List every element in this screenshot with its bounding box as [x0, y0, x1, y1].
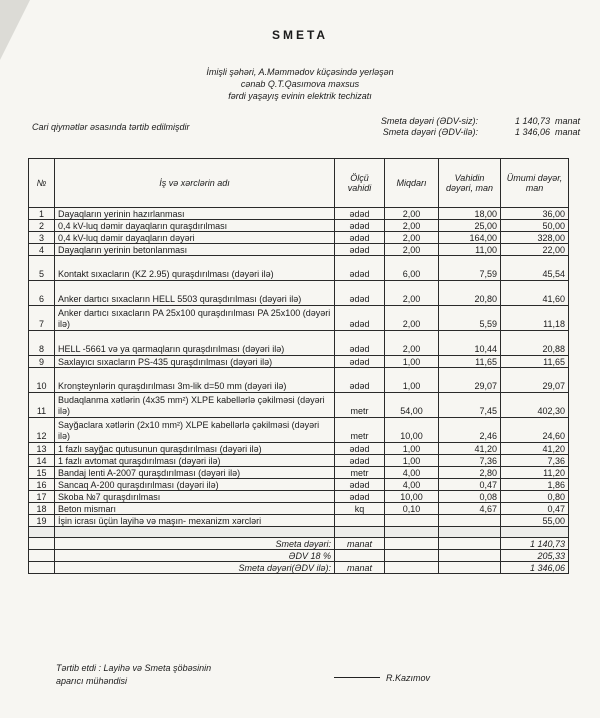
- row-price: 2,46: [439, 418, 501, 443]
- row-price: 164,00: [439, 232, 501, 244]
- footer-line-1: Tərtib etdi : Layihə və Smeta şöbəsinin: [56, 663, 212, 673]
- row-no: 14: [29, 455, 55, 467]
- row-name: Kontakt sıxacların (KZ 2.95) quraşdırılması (dəyəri ilə): [55, 256, 335, 281]
- row-price: [439, 515, 501, 527]
- row-price: 11,65: [439, 356, 501, 368]
- cost-no-vat-label: Smeta dəyəri (ƏDV-siz):: [380, 116, 478, 126]
- summary-vat-value: 205,33: [501, 550, 569, 562]
- row-unit: ədəd: [335, 368, 385, 393]
- row-qty: [385, 515, 439, 527]
- row-qty: 2,00: [385, 281, 439, 306]
- row-unit: ədəd: [335, 208, 385, 220]
- row-qty: 4,00: [385, 467, 439, 479]
- header-qty: Miqdarı: [385, 159, 439, 208]
- header-total: Ümumi dəyər, man: [501, 159, 569, 208]
- row-no: 3: [29, 232, 55, 244]
- row-unit: [335, 515, 385, 527]
- row-price: 41,20: [439, 443, 501, 455]
- row-name: Anker dartıcı sıxacların HELL 5503 quraşdırılması (dəyəri ilə): [55, 281, 335, 306]
- row-unit: ədəd: [335, 220, 385, 232]
- cost-vat-value: 1 346,06: [514, 127, 550, 137]
- row-unit: ədəd: [335, 443, 385, 455]
- row-unit: ədəd: [335, 479, 385, 491]
- cost-no-vat-unit: manat: [554, 116, 580, 126]
- row-no: 4: [29, 244, 55, 256]
- row-name: Bandaj lenti A-2007 quraşdırılması (dəyəri ilə): [55, 467, 335, 479]
- document-title: SMETA: [271, 28, 329, 42]
- row-total: 41,20: [501, 443, 569, 455]
- row-qty: 0,10: [385, 503, 439, 515]
- row-qty: 4,00: [385, 479, 439, 491]
- row-qty: 6,00: [385, 256, 439, 281]
- row-unit: metr: [335, 418, 385, 443]
- table-row: [29, 515, 569, 527]
- row-name: 1 fazlı sayğac qutusunun quraşdırılması (dəyəri ilə): [55, 443, 335, 455]
- row-total: 1,86: [501, 479, 569, 491]
- row-price: 11,00: [439, 244, 501, 256]
- row-price: 29,07: [439, 368, 501, 393]
- row-unit: kq: [335, 503, 385, 515]
- table-row: [29, 503, 569, 515]
- row-name: 1 fazlı avtomat quraşdırılması (dəyəri ilə): [55, 455, 335, 467]
- row-total: 402,30: [501, 393, 569, 418]
- row-price: 25,00: [439, 220, 501, 232]
- row-price: 10,44: [439, 331, 501, 356]
- row-unit: ədəd: [335, 281, 385, 306]
- table-row: [29, 220, 569, 232]
- row-total: 0,80: [501, 491, 569, 503]
- summary-total-value: 1 346,06: [501, 562, 569, 574]
- row-name: HELL -5661 və ya qarmaqların quraşdırılması (dəyəri ilə): [55, 331, 335, 356]
- row-name: Anker dartıcı sıxacların PA 25x100 quraşdırılması PA 25x100 (dəyəri ilə): [55, 306, 335, 331]
- summary-row-total: [29, 562, 569, 574]
- row-total: 11,65: [501, 356, 569, 368]
- header-unit: Ölçü vahidi: [335, 159, 385, 208]
- row-qty: 2,00: [385, 208, 439, 220]
- table-row: [29, 244, 569, 256]
- row-no: 10: [29, 368, 55, 393]
- header-line-3: fərdi yaşayış evinin elektrik techizatı: [228, 91, 372, 101]
- row-total: 7,36: [501, 455, 569, 467]
- row-qty: 2,00: [385, 232, 439, 244]
- table-row: [29, 356, 569, 368]
- table-row: [29, 393, 569, 418]
- row-qty: 2,00: [385, 306, 439, 331]
- row-name: Dayaqların yerinin betonlanması: [55, 244, 335, 256]
- cost-vat-unit: manat: [554, 127, 580, 137]
- table-row: [29, 491, 569, 503]
- row-price: 2,80: [439, 467, 501, 479]
- row-name: Beton mismarı: [55, 503, 335, 515]
- header-price: Vahidin dəyəri, man: [439, 159, 501, 208]
- row-name: İşin icrası üçün layihə və maşın- mexanizm xərcləri: [55, 515, 335, 527]
- row-qty: 1,00: [385, 455, 439, 467]
- row-unit: ədəd: [335, 232, 385, 244]
- row-qty: 2,00: [385, 331, 439, 356]
- row-qty: 10,00: [385, 491, 439, 503]
- row-total: 20,88: [501, 331, 569, 356]
- row-no: 9: [29, 356, 55, 368]
- row-qty: 54,00: [385, 393, 439, 418]
- row-total: 11,20: [501, 467, 569, 479]
- row-name: Skoba №7 quraşdırılması: [55, 491, 335, 503]
- row-qty: 1,00: [385, 443, 439, 455]
- footer-compiled-by: [56, 662, 211, 688]
- estimate-table: [28, 158, 569, 574]
- row-no: 8: [29, 331, 55, 356]
- cost-summary: [328, 116, 580, 138]
- row-no: 11: [29, 393, 55, 418]
- row-total: 29,07: [501, 368, 569, 393]
- table-row: [29, 281, 569, 306]
- summary-row-cost: [29, 538, 569, 550]
- row-total: 41,60: [501, 281, 569, 306]
- table-row: [29, 443, 569, 455]
- row-unit: ədəd: [335, 455, 385, 467]
- row-total: 0,47: [501, 503, 569, 515]
- row-qty: 10,00: [385, 418, 439, 443]
- row-no: 16: [29, 479, 55, 491]
- row-no: 5: [29, 256, 55, 281]
- row-price: 0,47: [439, 479, 501, 491]
- row-name: Sancaq A-200 quraşdırılması (dəyəri ilə): [55, 479, 335, 491]
- table-row: [29, 208, 569, 220]
- row-unit: metr: [335, 393, 385, 418]
- table-row: [29, 256, 569, 281]
- cost-vat-label: Smeta dəyəri (ƏDV-ilə):: [382, 127, 478, 137]
- signature-line: [334, 676, 380, 678]
- header-line-1: İmişli şəhəri, A.Məmmədov küçəsində yerləşən: [206, 67, 394, 77]
- row-price: 18,00: [439, 208, 501, 220]
- row-price: 7,59: [439, 256, 501, 281]
- footer-line-2: aparıcı mühəndisi: [56, 676, 128, 686]
- row-unit: ədəd: [335, 356, 385, 368]
- table-row: [29, 479, 569, 491]
- table-row: [29, 455, 569, 467]
- row-price: 7,45: [439, 393, 501, 418]
- row-name: 0,4 kV-luq dəmir dayaqların dəyəri: [55, 232, 335, 244]
- row-total: 328,00: [501, 232, 569, 244]
- row-qty: 2,00: [385, 220, 439, 232]
- row-total: 45,54: [501, 256, 569, 281]
- row-no: 7: [29, 306, 55, 331]
- signer-name: R.Kazımov: [386, 673, 431, 683]
- summary-cost-value: 1 140,73: [501, 538, 569, 550]
- row-price: 4,67: [439, 503, 501, 515]
- row-unit: metr: [335, 467, 385, 479]
- row-price: 7,36: [439, 455, 501, 467]
- table-row: [29, 467, 569, 479]
- summary-cost-unit: manat: [335, 538, 385, 550]
- header-no: №: [29, 159, 55, 208]
- row-price: 0,08: [439, 491, 501, 503]
- row-no: 12: [29, 418, 55, 443]
- table-header-row: [29, 159, 569, 208]
- summary-vat-label: ƏDV 18 %: [55, 550, 335, 562]
- summary-total-unit: manat: [335, 562, 385, 574]
- row-total: 11,18: [501, 306, 569, 331]
- table-row: [29, 418, 569, 443]
- row-unit: ədəd: [335, 244, 385, 256]
- summary-cost-label: Smeta dəyəri:: [55, 538, 335, 550]
- header-work: İş və xərclərin adı: [55, 159, 335, 208]
- row-price: 5,59: [439, 306, 501, 331]
- row-total: 24,60: [501, 418, 569, 443]
- row-name: Dayaqların yerinin hazırlanması: [55, 208, 335, 220]
- summary-row-vat: [29, 550, 569, 562]
- row-qty: 1,00: [385, 356, 439, 368]
- row-unit: ədəd: [335, 256, 385, 281]
- summary-total-label: Smeta dəyəri(ƏDV ilə):: [55, 562, 335, 574]
- table-row: [29, 232, 569, 244]
- row-no: 17: [29, 491, 55, 503]
- row-unit: ədəd: [335, 491, 385, 503]
- row-total: 50,00: [501, 220, 569, 232]
- row-no: 15: [29, 467, 55, 479]
- header-line-2: cənab Q.T.Qasımova məxsus: [240, 79, 360, 89]
- row-no: 18: [29, 503, 55, 515]
- row-no: 6: [29, 281, 55, 306]
- table-row: [29, 331, 569, 356]
- table-row: [29, 306, 569, 331]
- row-no: 19: [29, 515, 55, 527]
- row-unit: ədəd: [335, 331, 385, 356]
- row-total: 36,00: [501, 208, 569, 220]
- row-no: 1: [29, 208, 55, 220]
- row-name: Kronşteynlərin quraşdırılması 3m-lik d=50 mm (dəyəri ilə): [55, 368, 335, 393]
- row-name: Saxlayıcı sıxacların PS-435 quraşdırılması (dəyəri ilə): [55, 356, 335, 368]
- row-no: 13: [29, 443, 55, 455]
- spacer-row: [29, 527, 569, 538]
- row-no: 2: [29, 220, 55, 232]
- row-qty: 1,00: [385, 368, 439, 393]
- row-unit: ədəd: [335, 306, 385, 331]
- row-qty: 2,00: [385, 244, 439, 256]
- table-row: [29, 368, 569, 393]
- row-total: 22,00: [501, 244, 569, 256]
- pricing-basis: Cari qiymətlər əsasında tərtib edilmişdir: [32, 122, 190, 132]
- row-name: 0,4 kV-luq dəmir dayaqların quraşdırılması: [55, 220, 335, 232]
- row-price: 20,80: [439, 281, 501, 306]
- row-name: Budaqlanma xətlərin (4x35 mm²) XLPE kabellərlə çəkilməsi (dəyəri ilə): [55, 393, 335, 418]
- row-total: 55,00: [501, 515, 569, 527]
- row-name: Sayğaclara xətlərin (2x10 mm²) XLPE kabellərlə çəkilməsi (dəyəri ilə): [55, 418, 335, 443]
- cost-no-vat-value: 1 140,73: [514, 116, 550, 126]
